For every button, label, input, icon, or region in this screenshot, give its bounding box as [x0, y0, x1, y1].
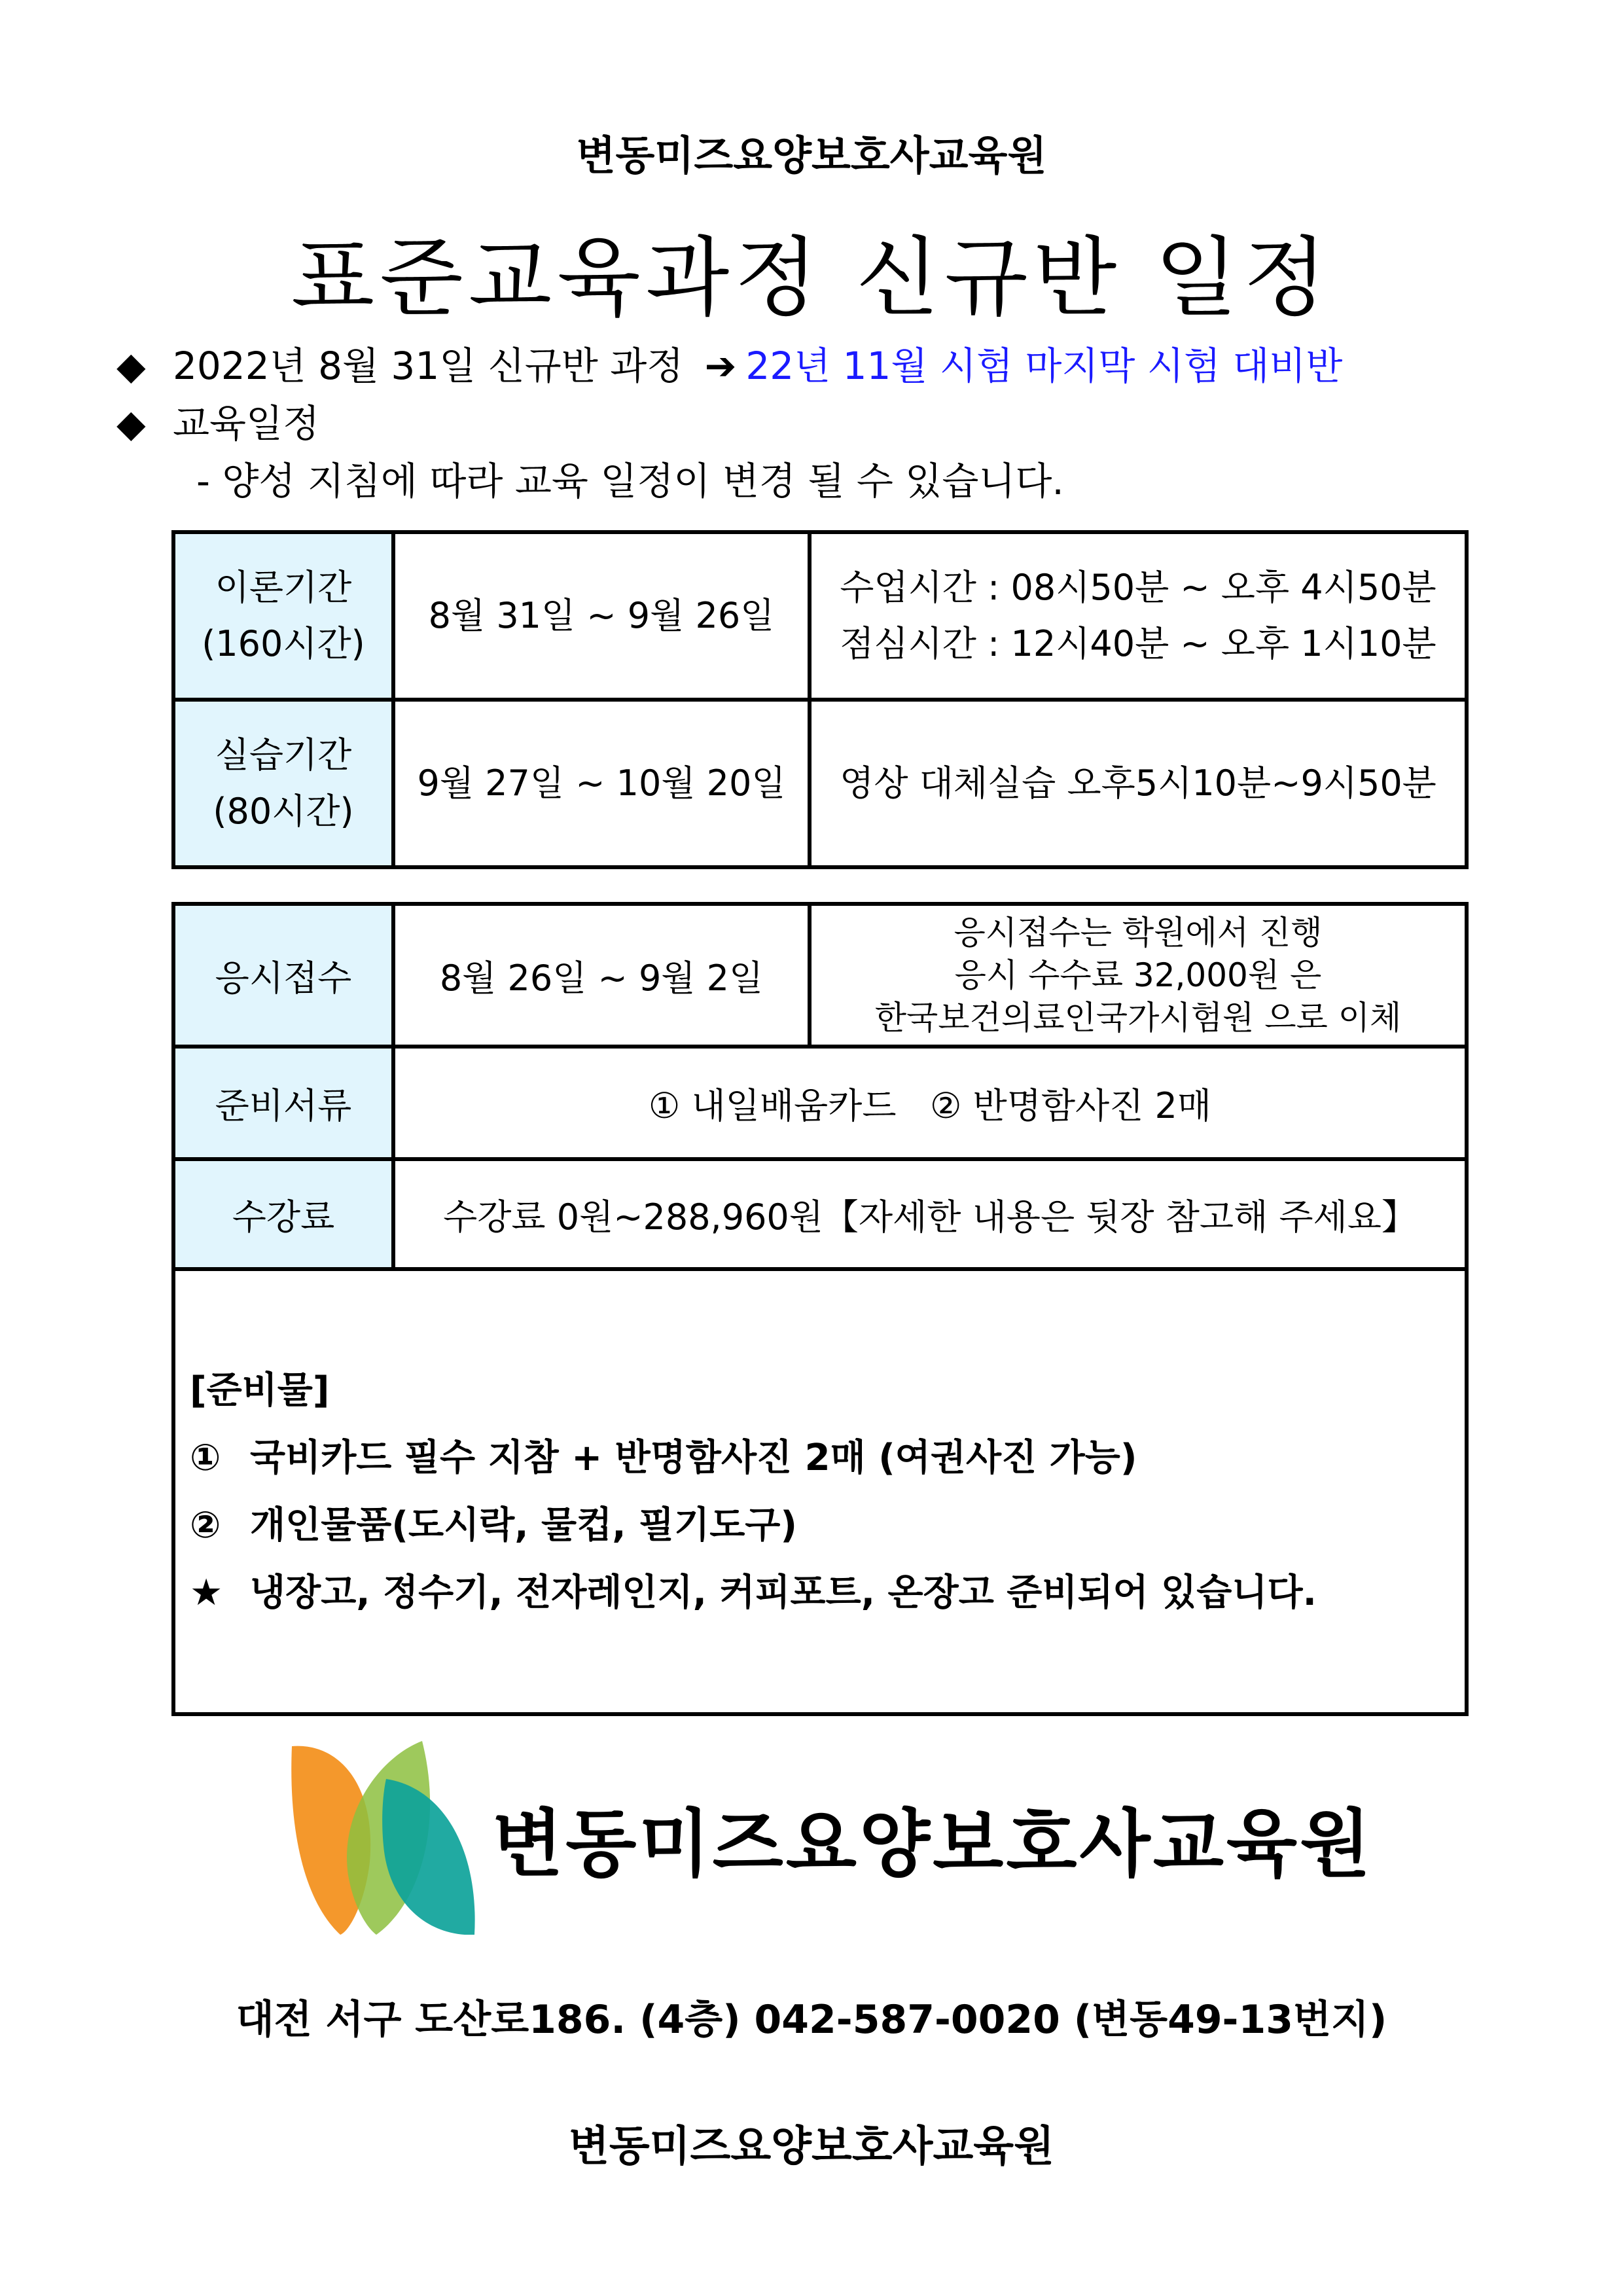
- supplies-item-text: 국비카드 필수 지참 + 반명함사진 2매 (여권사진 가능): [250, 1437, 1137, 1479]
- registration-note-3: 한국보건의료인국가시험원 으로 이체: [874, 998, 1402, 1037]
- table-row-documents: [173, 1047, 1467, 1159]
- org-name-bottom: 변동미즈요양보호사교육원: [569, 2123, 1054, 2171]
- logo-icon: [288, 1741, 484, 1937]
- diamond-icon: ◆: [116, 344, 146, 388]
- page-title: 표준교육과정 신규반 일정: [291, 228, 1332, 329]
- supplies-item-text: 냉장고, 정수기, 전자레인지, 커피포트, 온장고 준비되어 있습니다.: [250, 1571, 1317, 1614]
- tuition-label: 수강료: [173, 1159, 393, 1269]
- table-row-practice: [173, 700, 1467, 867]
- lunch-time: 점심시간 : 12시40분 ~ 오후 1시10분: [840, 623, 1436, 664]
- theory-hours: (160시간): [202, 623, 365, 664]
- bullet-schedule: [116, 393, 319, 448]
- registration-note-1: 응시접수는 학원에서 진행: [954, 913, 1323, 952]
- documents-label: 준비서류: [173, 1047, 393, 1159]
- table-row-supplies: [173, 1269, 1467, 1714]
- schedule-table: [171, 530, 1469, 869]
- theory-period: 8월 31일 ~ 9월 26일: [393, 532, 810, 700]
- star-icon: ★: [190, 1571, 223, 1614]
- table-row-registration: [173, 904, 1467, 1047]
- practice-hours: (80시간): [213, 791, 354, 832]
- practice-label-cell: [173, 700, 393, 867]
- theory-times-cell: [810, 532, 1467, 700]
- theory-label: 이론기간: [215, 566, 352, 608]
- class-time: 수업시간 : 08시50분 ~ 오후 4시50분: [840, 566, 1436, 608]
- diamond-icon: ◆: [116, 401, 146, 446]
- address: 대전 서구 도산로186. (4층) 042-587-0020 (변동49-13번지): [236, 1997, 1387, 2043]
- logo-text: 변동미즈요양보호사교육원: [492, 1802, 1374, 1887]
- exam-table: [171, 902, 1469, 1716]
- practice-period: 9월 27일 ~ 10월 20일: [393, 700, 810, 867]
- bullet-course-highlight: 22년 11월 시험 마지막 시험 대비반: [745, 344, 1343, 388]
- registration-note-cell: [810, 904, 1467, 1047]
- practice-label: 실습기간: [215, 734, 352, 776]
- arrow-icon: ➔: [704, 344, 737, 388]
- tuition-value: 수강료 0원~288,960원【자세한 내용은 뒷장 참고해 주세요】: [393, 1159, 1467, 1269]
- supplies-item: [190, 1559, 1465, 1626]
- table-row-tuition: [173, 1159, 1467, 1269]
- schedule-note: - 양성 지침에 따라 교육 일정이 변경 될 수 있습니다.: [196, 459, 1064, 503]
- circled-one-icon: ①: [190, 1437, 221, 1479]
- supplies-item: [190, 1424, 1465, 1492]
- theory-label-cell: [173, 532, 393, 700]
- circled-two-icon: ②: [190, 1504, 221, 1547]
- org-name-top: 변동미즈요양보호사교육원: [576, 132, 1047, 179]
- bullet-course: [116, 335, 1342, 390]
- registration-period: 8월 26일 ~ 9월 2일: [393, 904, 810, 1047]
- table-row-theory: [173, 532, 1467, 700]
- practice-detail: 영상 대체실습 오후5시10분~9시50분: [810, 700, 1467, 867]
- bullet-course-text: 2022년 8월 31일 신규반 과정: [173, 344, 684, 388]
- logo-leaves-icon: [288, 1741, 484, 1937]
- documents-value: ① 내일배움카드 ② 반명함사진 2매: [393, 1047, 1467, 1159]
- supplies-cell: [173, 1269, 1467, 1714]
- supplies-item-text: 개인물품(도시락, 물컵, 필기도구): [250, 1504, 797, 1547]
- registration-note-2: 응시 수수료 32,000원 은: [954, 956, 1322, 994]
- bullet-schedule-text: 교육일정: [173, 401, 320, 446]
- supplies-heading: [준비물]: [190, 1369, 330, 1412]
- registration-label: 응시접수: [173, 904, 393, 1047]
- supplies-item: [190, 1492, 1465, 1559]
